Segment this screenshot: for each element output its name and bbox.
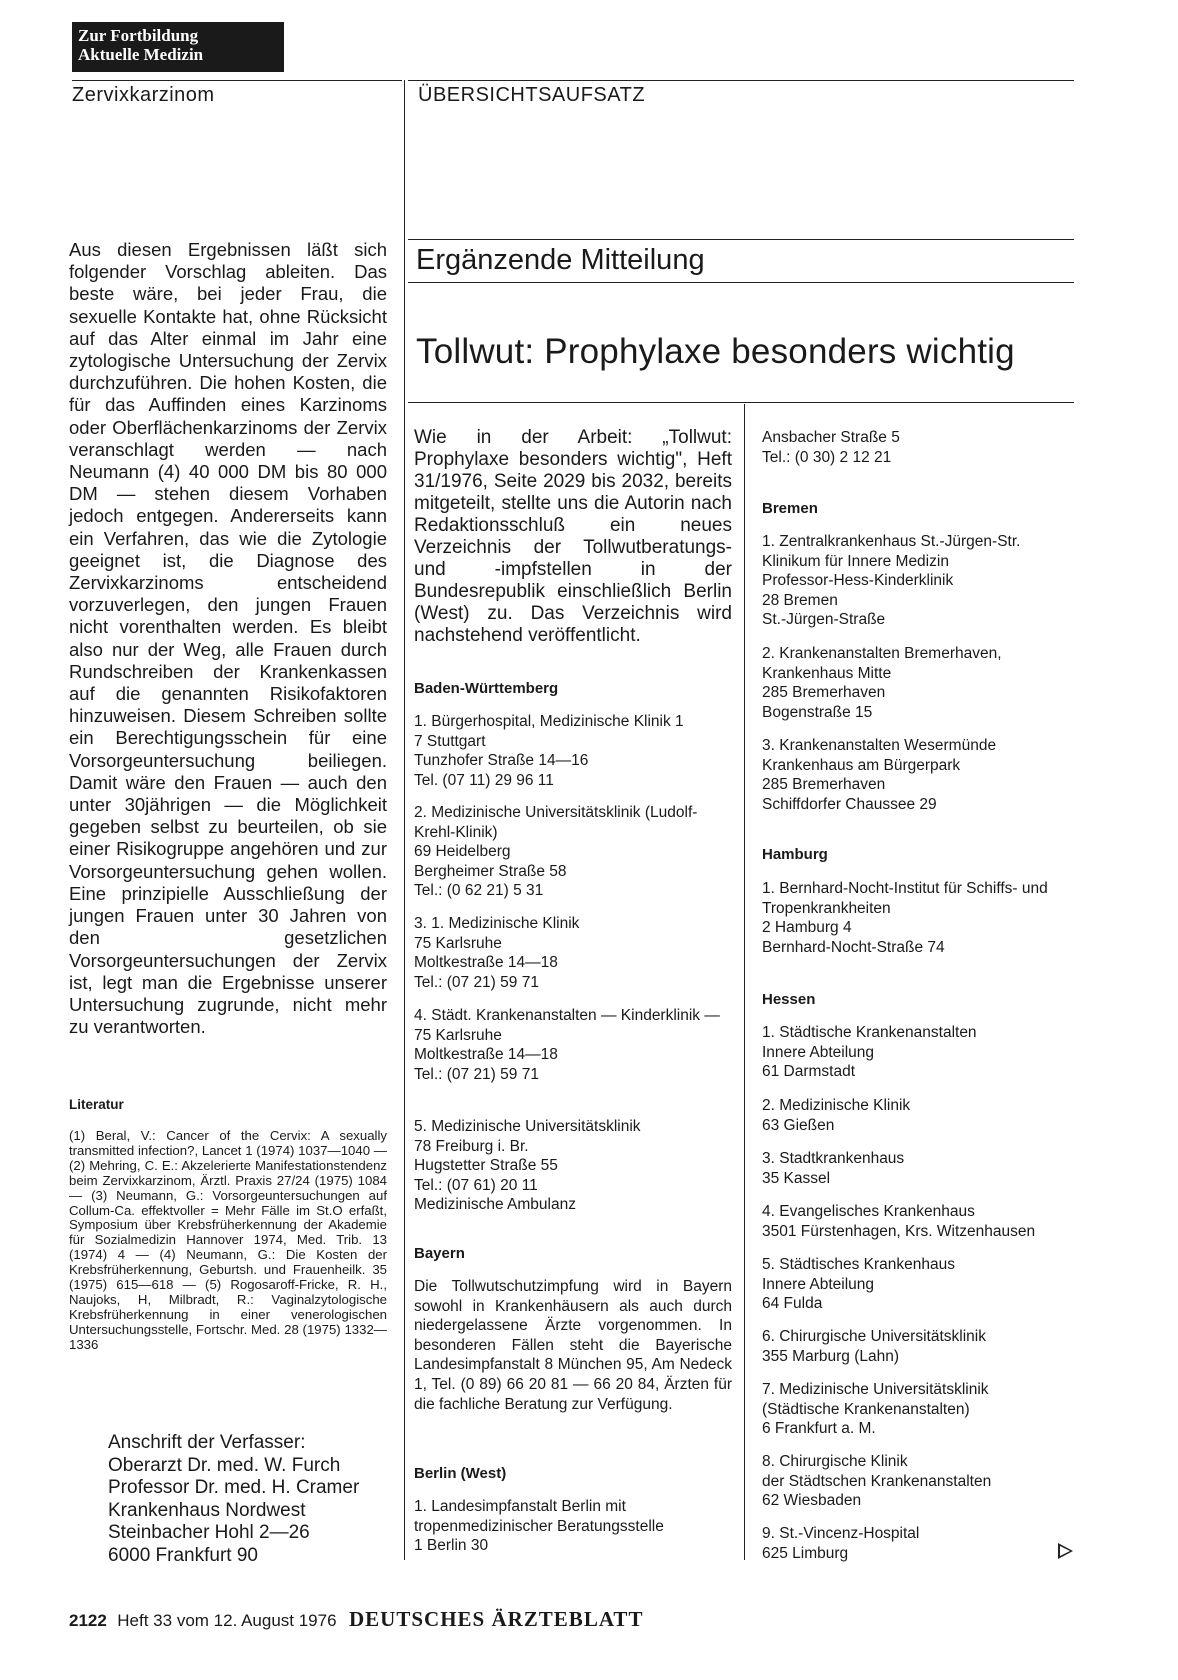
list-item: 1. Landesimpfanstalt Berlin mit tropenmedizinischer Beratungsstelle 1 Berlin 30 (414, 1498, 664, 1555)
list-item: 5. Städtisches Krankenhaus Innere Abteilung 64 Fulda (762, 1256, 956, 1313)
literature-list: (1) Beral, V.: Cancer of the Cervix: A sexually transmitted infection?, Lancet 1 (1974) 1037—1040 — (2) Mehring, C. E.: Akzelerierte Manifestationstendenz beim Zervixkarzinom, Ärztl. Praxis 27/24 (1975) 1084 — (3) Neumann, G.: Vorsorgeuntersuchungen auf Collum-Ca. effektvoller = Mehr Fälle im St.O erfaßt, Symposium über Krebsfrüherkennung der Akademie für Sozialmedizin Hannover 1974, Med. Trib. 13 (1974) 4 — (4) Neumann, G.: Die Kosten der Krebsfrüherkennung, Geburtsh. und Frauenheilk. 35 (1975) 615—618 — (5) Rogosaroff-Fricke, R. H., Naujoks, H, Milbradt, R.: Vaginalzytologische Krebsfrüherkennung in einer venerologischen Untersuchungsstelle, Fortschr. Med. 28 (1975) 1332—1336 (69, 1128, 387, 1352)
region-heading: Baden-Württemberg (414, 680, 559, 697)
list-item: 4. Städt. Krankenanstalten — Kinderklinik — 75 Karlsruhe Moltkestraße 14—18 Tel.: (07 21) 59 71 (414, 1007, 720, 1083)
inner-column-divider (744, 404, 745, 1560)
body-text: Aus diesen Ergebnissen läßt sich folgender Vorschlag ableiten. Das beste wäre, bei jeder Frau, die sexuelle Kontakte hat, ohne Rücksicht auf das Alter einmal im Jahr eine zytologische Untersuchung der Zervix durchzuführen. Die hohen Kosten, die für das Auffinden eines Karzinoms oder Oberflächenkarzinoms der Zervix veranschlagt werden — nach Neumann (4) 40 000 DM bis 80 000 DM — stehen diesem Vorhaben jedoch entgegen. Andererseits kann ein Verfahren, das wie die Zytologie geeignet ist, die Diagnose des Zervixkarzinoms entscheidend vorzuverlegen, den jungen Frauen nicht vorenthalten werden. Es bleibt also nur der Weg, alle Frauen durch Rundschreiben der Krankenkassen auf die genannten Risikofaktoren hinzuweisen. Diesem Schreiben sollte ein Berechtigungsschein für eine Vorsorgeuntersuchung beiliegen. Damit wäre den Frauen — auch den unter 30jährigen — die Möglichkeit gegeben selbst zu beurteilen, ob sie einer Risikogruppe angehören und zur Vorsorgeuntersuchung gehen wollen. Eine prinzipielle Ausschließung der jungen Frauen unter 30 Jahren von den gesetzlichen Vorsorgeuntersuchungen der Zervix ist, legt man die Ergebnisse unserer Untersuchung zugrunde, nicht mehr zu verantworten. (69, 239, 387, 1038)
list-item: Ansbacher Straße 5 Tel.: (0 30) 2 12 21 (762, 429, 900, 466)
section-title: Ergänzende Mitteilung (416, 244, 705, 276)
list-item-text: 1. Bernhard-Nocht-Institut für Schiffs- und Tropenkrankheiten 2 Hamburg 4 Bernhard-Nocht-Straße 74 (762, 880, 1048, 956)
badge-line-2: Aktuelle Medizin (78, 45, 204, 64)
address-line: Professor Dr. med. H. Cramer (108, 1477, 360, 1498)
list-item: 3. 1. Medizinische Klinik 75 Karlsruhe Moltkestraße 14—18 Tel.: (07 21) 59 71 (414, 915, 580, 991)
author-address (108, 1432, 359, 1567)
literature-heading: Literatur (69, 1097, 124, 1112)
journal-name: DEUTSCHES ÄRZTEBLATT (349, 1607, 644, 1631)
list-item: Die Tollwutschutzimpfung wird in Bayern sowohl in Krankenhäusern als auch durch niedergelassene Ärzte vorgenommen. In besonderen Fällen steht die Bayerische Landesimpfanstalt 8 München 95, Am Nedeck 1, Tel. (0 89) 66 20 81 — 66 20 84, Ärzten für die fachliche Beratung zur Verfügung. (414, 1278, 732, 1413)
header-rule-right (408, 80, 1074, 81)
list-item: 3. Stadtkrankenhaus 35 Kassel (762, 1150, 905, 1187)
region-heading: Berlin (West) (414, 1465, 507, 1482)
issue-info: Heft 33 vom 12. August 1976 (117, 1611, 337, 1630)
list-item: 6. Chirurgische Universitätsklinik 355 Marburg (Lahn) (762, 1328, 986, 1365)
list-item: 5. Medizinische Universitätsklinik 78 Freiburg i. Br. Hugstetter Straße 55 Tel.: (07 61) 20 11 Medizinische Ambulanz (414, 1118, 641, 1214)
list-item: 1. Städtische Krankenanstalten Innere Abteilung 61 Darmstadt (762, 1024, 977, 1081)
rule-below-title (408, 402, 1074, 403)
article-title: Tollwut: Prophylaxe besonders wichtig (416, 332, 1015, 371)
list-item: 2. Medizinische Klinik 63 Gießen (762, 1097, 911, 1134)
column-divider (404, 80, 405, 1560)
list-item: 7. Medizinische Universitätsklinik (Städtische Krankenanstalten) 6 Frankfurt a. M. (762, 1381, 989, 1438)
rule-below-section (408, 282, 1074, 283)
list-item: 4. Evangelisches Krankenhaus 3501 Fürstenhagen, Krs. Witzenhausen (762, 1203, 1036, 1240)
running-title: Zervixkarzinom (72, 84, 215, 106)
address-line: Anschrift der Verfasser: (108, 1432, 306, 1453)
badge-line-1: Zur Fortbildung (78, 26, 199, 45)
list-item: 2. Medizinische Universitätsklinik (Ludolf-Krehl-Klinik) 69 Heidelberg Bergheimer Straße 58 Tel.: (0 62 21) 5 31 (414, 804, 698, 900)
section-badge (72, 22, 284, 72)
address-line: Oberarzt Dr. med. W. Furch (108, 1454, 341, 1476)
list-item: 1. Bürgerhospital, Medizinische Klinik 1 7 Stuttgart Tunzhofer Straße 14—16 Tel. (07 11) 29 96 11 (414, 713, 684, 789)
list-item: 1. Zentralkrankenhaus St.-Jürgen-Str. Klinikum für Innere Medizin Professor-Hess-Kinderklinik 28 Bremen St.-Jürgen-Straße (762, 533, 1021, 629)
list-item: 2. Krankenanstalten Bremerhaven, Krankenhaus Mitte 285 Bremerhaven Bogenstraße 15 (762, 645, 1002, 721)
list-item: 8. Chirurgische Klinik der Städtschen Krankenanstalten 62 Wiesbaden (762, 1453, 992, 1510)
page-footer (69, 1607, 643, 1632)
region-heading: Bremen (762, 500, 818, 517)
header-rule-left (72, 80, 402, 81)
list-item: 3. Krankenanstalten Wesermünde Krankenhaus am Bürgerpark 285 Bremerhaven Schiffdorfer Chaussee 29 (762, 737, 997, 813)
address-line: Steinbacher Hohl 2—26 (108, 1522, 310, 1543)
address-line: 6000 Frankfurt 90 (108, 1544, 258, 1566)
page-number: 2122 (69, 1611, 107, 1630)
region-heading: Bayern (414, 1245, 465, 1262)
list-item (762, 879, 1074, 957)
continue-arrow-icon (1058, 1543, 1073, 1559)
address-line: Krankenhaus Nordwest (108, 1499, 306, 1521)
article-intro: Wie in der Arbeit: „Tollwut: Prophylaxe besonders wichtig", Heft 31/1976, Seite 2029 bis 2032, bereits mitgeteilt, stellte uns die Autorin nach Redaktionsschluß ein neues Verzeichnis der Tollwutberatungs- und -impfstellen in der Bundesrepublik einschließlich Berlin (West) zu. Das Verzeichnis wird nachstehend veröffentlicht. (414, 427, 732, 646)
rule-above-section (408, 239, 1074, 240)
section-label: ÜBERSICHTSAUFSATZ (418, 84, 646, 106)
region-heading: Hessen (762, 991, 816, 1008)
region-heading: Hamburg (762, 846, 828, 863)
list-item: 9. St.-Vincenz-Hospital 625 Limburg (762, 1525, 920, 1562)
